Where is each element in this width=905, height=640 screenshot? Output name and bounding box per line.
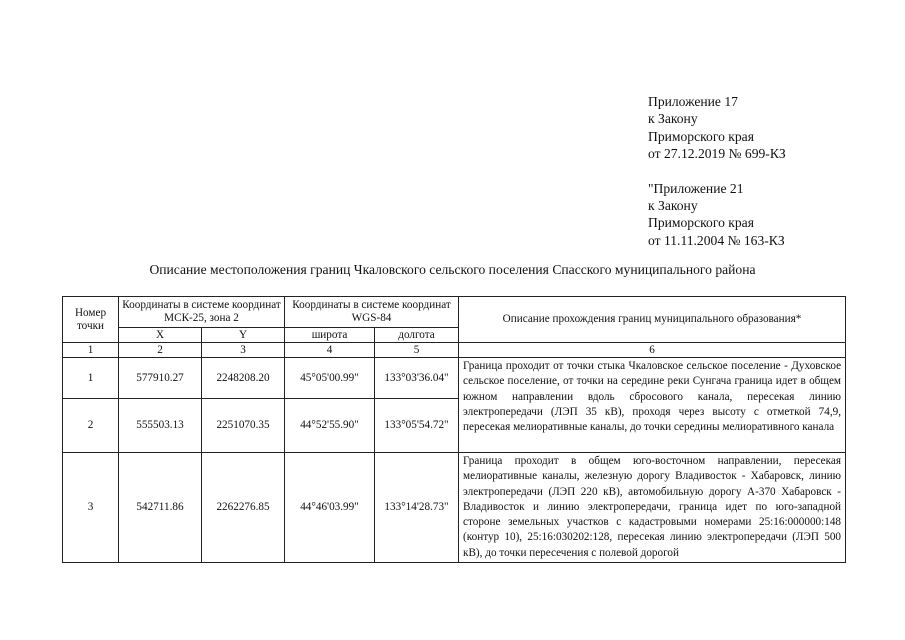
appendix-line: "Приложение 21 [648,180,744,196]
appendix-line: Приложение 17 [648,94,738,109]
column-number: 4 [285,343,375,358]
point-number-cell: 3 [63,453,119,563]
x-cell: 542711.86 [119,453,202,563]
header-longitude: долгота [375,328,459,343]
y-cell: 2251070.35 [202,399,285,453]
appendix-line: к Закону [648,198,698,214]
appendix-line: от 11.11.2004 № 163-КЗ [648,232,785,248]
column-number: 2 [119,343,202,358]
latitude-cell: 44°52'55.90" [285,399,375,453]
header-y: Y [202,328,285,343]
point-number-cell: 1 [63,358,119,399]
column-number-row [63,343,846,358]
table-row [63,453,846,563]
y-cell: 2262276.85 [202,453,285,563]
appendix-block [648,93,786,249]
header-x: X [119,328,202,343]
appendix-line: Приморского края [648,128,754,144]
document-title: Описание местоположения границ Чкаловского сельского поселения Спасского муниципального района [149,262,756,277]
latitude-cell: 44°46'03.99" [285,453,375,563]
table-row [63,358,846,399]
point-number-cell: 2 [63,399,119,453]
latitude-cell: 45°05'00.99" [285,358,375,399]
longitude-cell: 133°05'54.72" [375,399,459,453]
appendix-line: к Закону [648,111,698,127]
header-msk-group: Координаты в системе координат МСК-25, зона 2 [119,297,285,328]
x-cell: 577910.27 [119,358,202,399]
x-cell: 555503.13 [119,399,202,453]
header-point-number: Номер точки [63,297,119,343]
column-number: 3 [202,343,285,358]
header-latitude: широта [285,328,375,343]
y-cell: 2248208.20 [202,358,285,399]
appendix-line: Приморского края [648,215,754,231]
boundary-description: Граница проходит в общем юго-восточном направлении, пересекая мелиоративные каналы, железную дорогу Владивосток - Хабаровск, линию электропередачи (ЛЭП 220 кВ), автомобильную дорогу А-370 Хабаровск - Владивосток и линию электропередачи, граница идет по юго-западной стороне земельных участков с кадастровыми номерами 25:16:000000:148 (контур 10), 25:16:030202:128, пересекая линию электропередачи (ЛЭП 500 кВ), до точки пересечения с полевой дорогой [459,453,846,563]
column-number: 6 [459,343,846,358]
longitude-cell: 133°03'36.04" [375,358,459,399]
column-number: 5 [375,343,459,358]
header-wgs-group: Координаты в системе координат WGS-84 [285,297,459,328]
appendix-line: от 27.12.2019 № 699-КЗ [648,146,786,162]
longitude-cell: 133°14'28.73" [375,453,459,563]
header-description: Описание прохождения границ муниципального образования* [459,297,846,343]
boundary-description: Граница проходит от точки стыка Чкаловское сельское поселение - Духовское сельское поселение, от точки на середине реки Сунгача граница идет в общем южном направлении вдоль сбросового канала, пересекая линию электропередачи (ЛЭП 35 кВ), проходя через высоту с отметкой 74,9, пересекая мелиоративные каналы, до точки середины мелиоративного канала [459,358,846,453]
column-number: 1 [63,343,119,358]
coordinates-table [62,296,846,563]
